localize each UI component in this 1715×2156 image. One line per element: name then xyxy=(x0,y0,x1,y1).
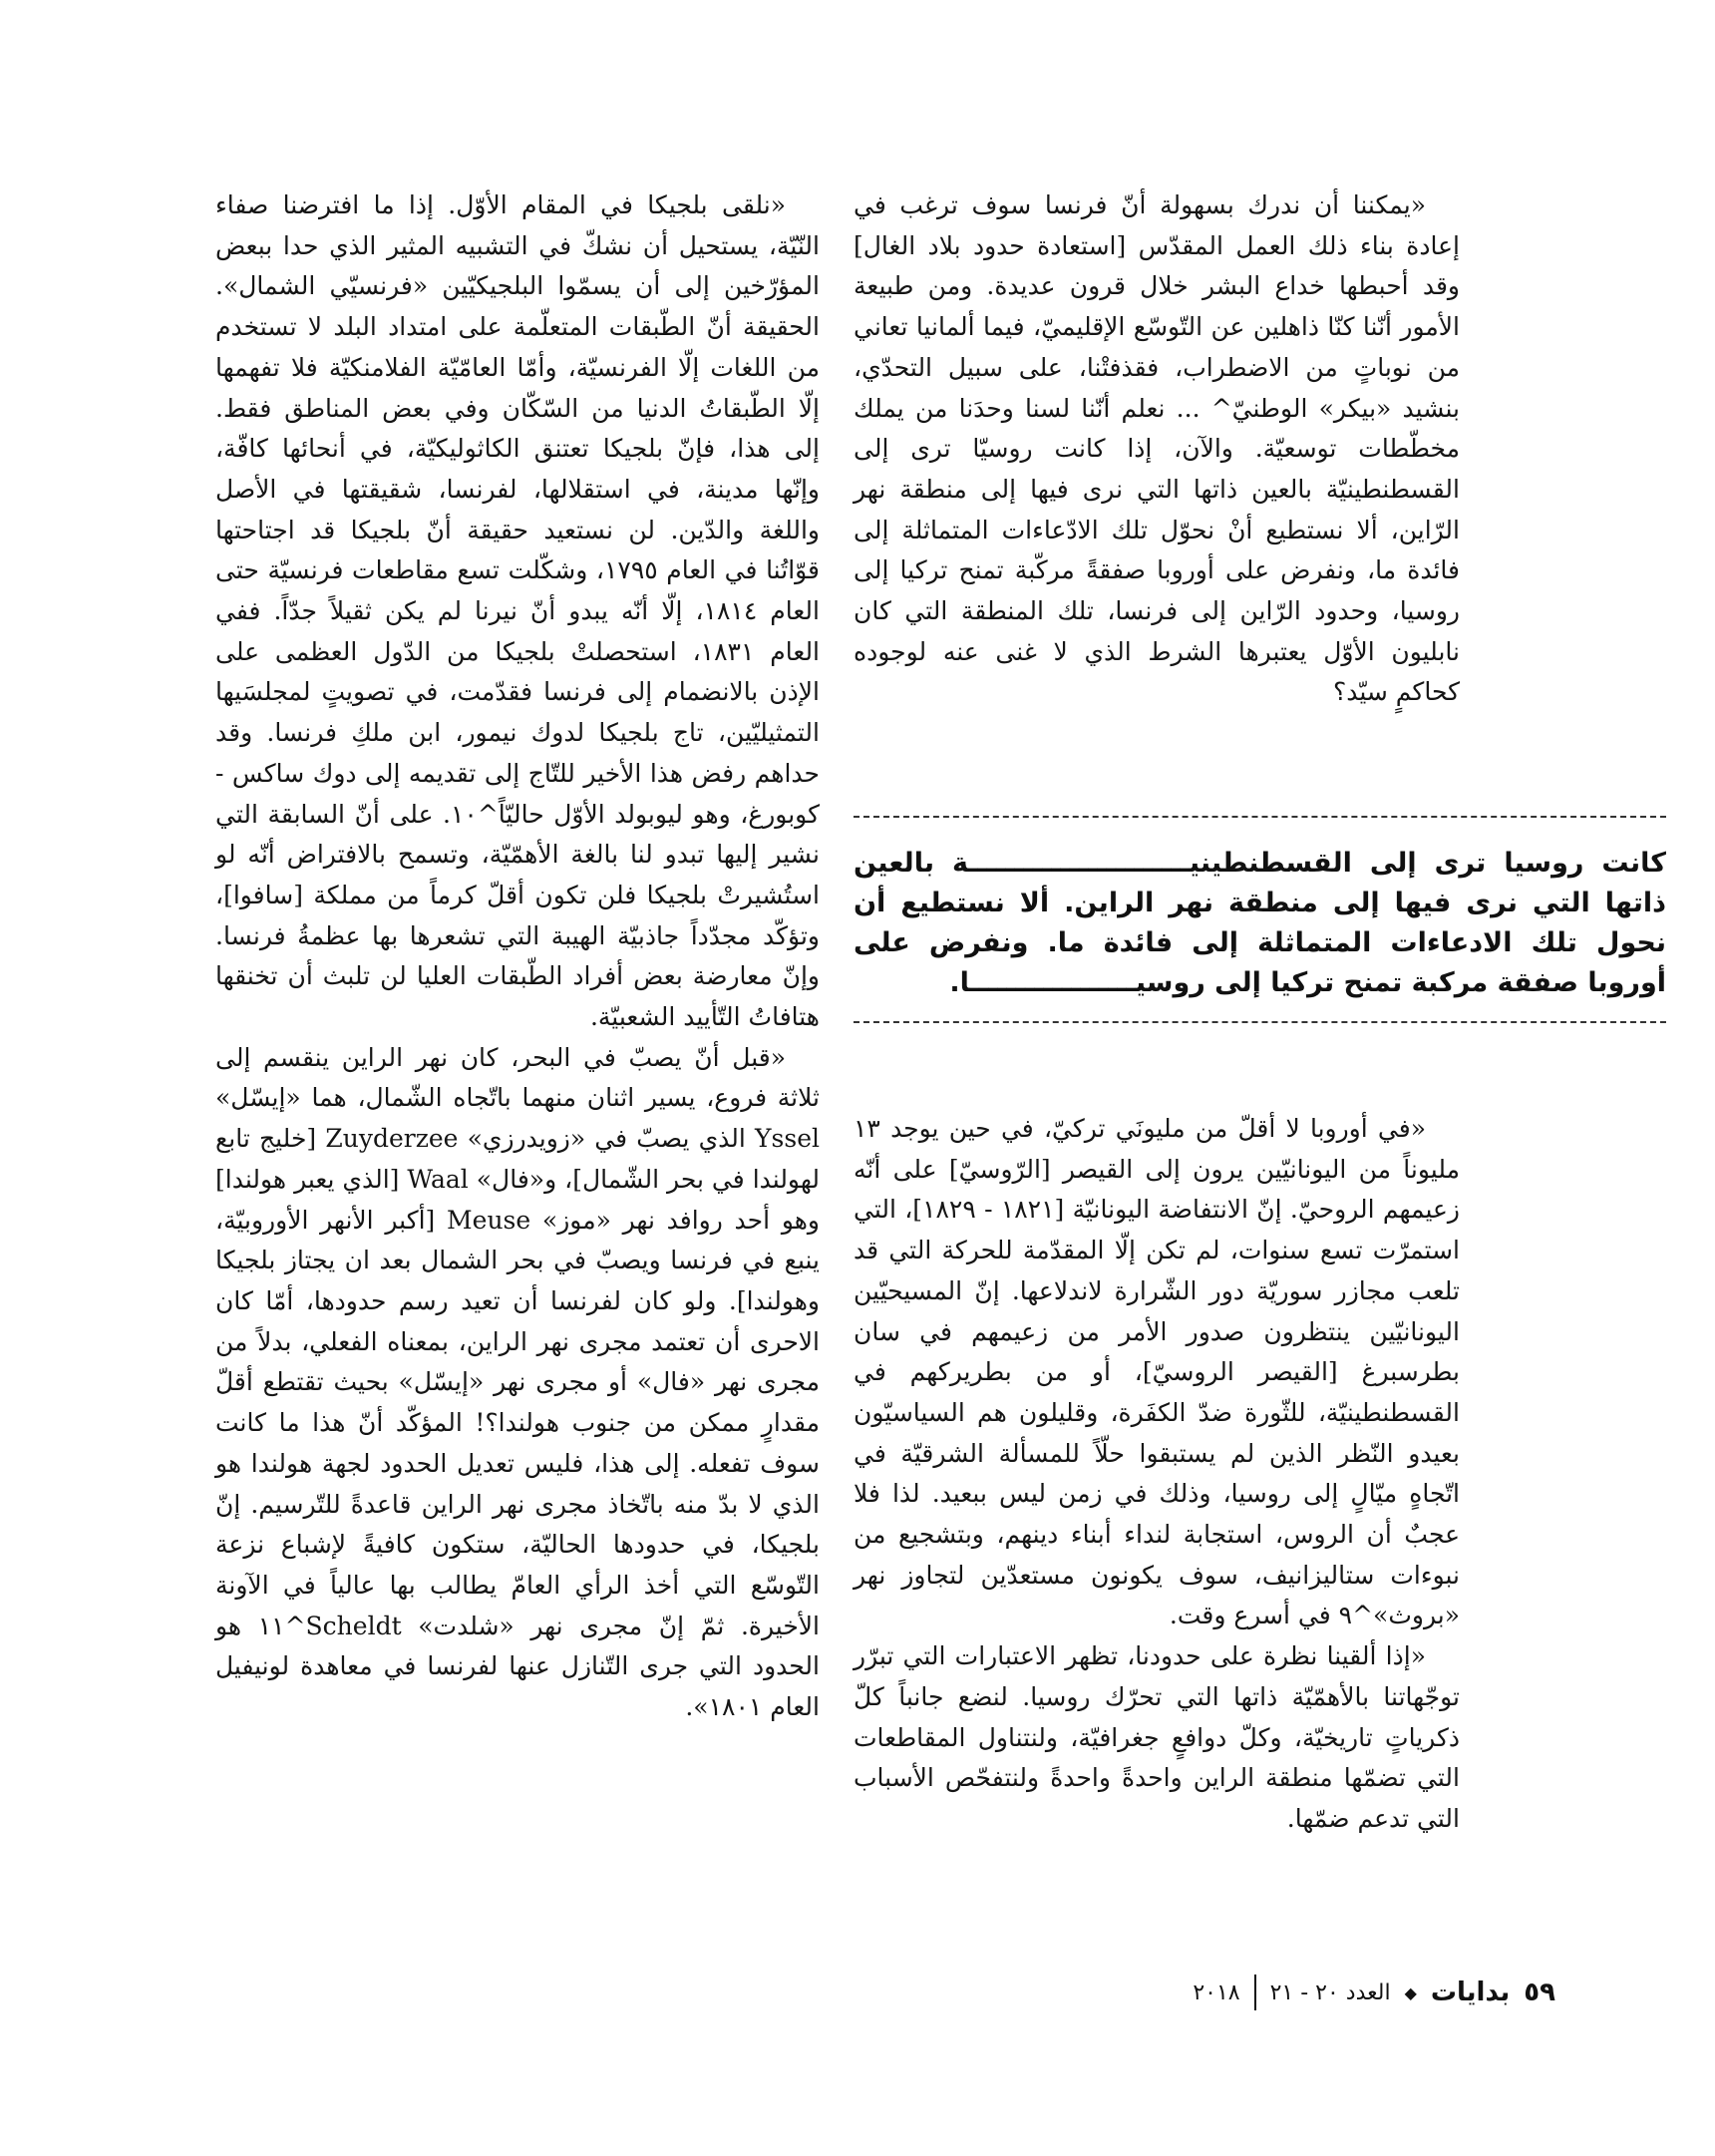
pull-quote-top-rule xyxy=(854,816,1666,818)
paragraph: «يمكننا أن ندرك بسهولة أنّ فرنسا سوف ترغب في إعادة بناء ذلك العمل المقدّس [استعادة حدود بلاد الغال] وقد أحبطها خداع البشر خلال قرون عديدة. ومن طبيعة الأمور أنّنا كنّا ذاهلين عن التّوسّع الإقليميّ، فيما ألمانيا تعاني من نوباتٍ من الاضطراب، فقذفتْنا، على سبيل التحدّي، بنشيد «بيكر» الوطنيّ^ ... نعلم أنّنا لسنا وحدَنا من يملك مخطّطات توسعيّة. والآن، إذا كانت روسيّا ترى إلى القسطنطينيّة بالعين ذاتها التي نرى فيها إلى منطقة نهر الرّاين، ألا نستطيع أنْ نحوّل تلك الادّعاءات المتماثلة إلى فائدة ما، ونفرض على أوروبا صفقةً مركّبة تمنح تركيا إلى روسيا، وحدود الرّاين إلى فرنسا، تلك المنطقة التي كان نابليون الأوّل يعتبرها الشرط الذي لا غنى عنه لوجوده كحاكمٍ سيّد؟ xyxy=(854,190,1460,707)
issue-year: ٢٠١٨ xyxy=(1193,1979,1240,2005)
paragraph: «إذا ألقينا نظرة على حدودنا، تظهر الاعتبارات التي تبرّر توجّهاتنا بالأهمّيّة ذاتها التي تحرّك روسيا. لنضع جانباً كلّ ذكرياتٍ تاريخيّة، وكلّ دوافعٍ جغرافيّة، ولنتناول المقاطعات التي تضمّها منطقة الراين واحدةً واحدةً ولنتفحّص الأسباب التي تدعم ضمّها. xyxy=(854,1641,1460,1833)
journal-name: بدايات xyxy=(1430,1977,1511,2007)
right-column-bottom xyxy=(854,1109,1460,1840)
pull-quote-bottom-rule xyxy=(854,1021,1666,1023)
pull-quote-text: كانت روسيا ترى إلى القسطنطينيــــــــــــــــــــــــة بالعين ذاتها التي نرى فيها إلى منطقة نهر الراين. ألا نستطيع أن نحول تلك الادعاءات المتماثلة إلى فائدة ما. ونفرض على أوروبا صفقة مركبة تمنح تركيا إلى روسيــــــــــــــــــا. xyxy=(854,848,1666,998)
issue-number: العدد ٢٠ - ٢١ xyxy=(1269,1979,1391,2005)
diamond-icon: ◆ xyxy=(1404,1982,1417,2002)
page-number: ٥٩ xyxy=(1524,1977,1555,2007)
left-column xyxy=(215,185,820,1728)
page-footer xyxy=(1097,1973,1555,2012)
pull-quote xyxy=(854,816,1666,1023)
footer-divider xyxy=(1254,1975,1256,2010)
paragraph: «في أوروبا لا أقلّ من مليونَي تركيّ، في حين يوجد ١٣ مليوناً من اليونانيّين يرون إلى القيصر [الرّوسيّ] على أنّه زعيمهم الروحيّ. إنّ الانتفاضة اليونانيّة [١٨٢١ - ١٨٢٩]، التي استمرّت تسع سنوات، لم تكن إلّا المقدّمة للحركة التي قد تلعب مجازر سوريّة دور الشّرارة لاندلاعها. إنّ المسيحيّين اليونانيّين ينتظرون صدور الأمر من زعيمهم في سان بطرسبرغ [القيصر الروسيّ]، أو من بطريركهم في القسطنطينيّة، للثّورة ضدّ الكفَرة، وقليلون هم السياسيّون بعيدو النّظر الذين لم يستبقوا حلّاً للمسألة الشرقيّة في اتّجاهٍ ميّالٍ إلى روسيا، وذلك في زمن ليس ببعيد. لذا فلا عجبٌ أن الروس، استجابة لنداء أبناء دينهم، وبتشجيع من نبوءات ستاليزانيف، سوف يكونون مستعدّين لتجاوز نهر «بروث»^٩ في أسرع وقت. xyxy=(854,1114,1460,1630)
right-column-top xyxy=(854,185,1460,713)
paragraph: «قبل أنّ يصبّ في البحر، كان نهر الراين ينقسم إلى ثلاثة فروع، يسير اثنان منهما باتّجاه الشّمال، هما «إيسّل» Yssel الذي يصبّ في «زويدرزي» Zuyderzee [خليج تابع لهولندا في بحر الشّمال]، و«فال» Waal [الذي يعبر هولندا] وهو أحد روافد نهر «موز» Meuse [أكبر الأنهر الأوروبيّة، ينبع في فرنسا ويصبّ في بحر الشمال بعد ان يجتاز بلجيكا وهولندا]. ولو كان لفرنسا أن تعيد رسم حدودها، أمّا كان الاحرى أن تعتمد مجرى نهر الراين، بمعناه الفعلي، بدلاً من مجرى نهر «فال» أو مجرى نهر «إيسّل» بحيث تقتطع أقلّ مقدارٍ ممكن من جنوب هولندا؟! المؤكّد أنّ هذا ما كانت سوف تفعله. إلى هذا، فليس تعديل الحدود لجهة هولندا هو الذي لا بدّ منه باتّخاذ مجرى نهر الراين قاعدةً للتّرسيم. إنّ بلجيكا، في حدودها الحاليّة، ستكون كافيةً لإشباع نزعة التّوسّع التي أخذ الرأي العامّ يطالب بها عالياً في الآونة الأخيرة. ثمّ إنّ مجرى نهر «شلدت» Scheldt^١١ هو الحدود التي جرى التّنازل عنها لفرنسا في معاهدة لونيفيل العام ١٨٠١». xyxy=(215,1042,820,1722)
paragraph: «نلقى بلجيكا في المقام الأوّل. إذا ما افترضنا صفاء النّيّة، يستحيل أن نشكّ في التشبيه المثير الذي حدا ببعض المؤرّخين إلى أن يسمّوا البلجيكيّين «فرنسيّي الشمال». الحقيقة أنّ الطّبقات المتعلّمة على امتداد البلد لا تستخدم من اللغات إلّا الفرنسيّة، وأمّا العامّيّة الفلامنكيّة فلا تفهمها إلّا الطّبقاتُ الدنيا من السّكّان وفي بعض المناطق فقط. إلى هذا، فإنّ بلجيكا تعتنق الكاثوليكيّة، في أنحائها كافّة، وإنّها مدينة، في استقلالها، لفرنسا، شقيقتها في الأصل واللغة والدّين. لن نستعيد حقيقة أنّ بلجيكا قد اجتاحتها قوّاتُنا في العام ١٧٩٥، وشكّلت تسع مقاطعات فرنسيّة حتى العام ١٨١٤، إلّا أنّه يبدو أنّ نيرنا لم يكن ثقيلاً جدّاً. ففي العام ١٨٣١، استحصلتْ بلجيكا من الدّول العظمى على الإذن بالانضمام إلى فرنسا فقدّمت، في تصويتٍ لمجلسَيها التمثيليّين، تاج بلجيكا لدوك نيمور، ابن ملكِ فرنسا. وقد حداهم رفض هذا الأخير للتّاج إلى تقديمه إلى دوك ساكس - كوبورغ، وهو ليوبولد الأوّل حاليّاً^١٠. على أنّ السابقة التي نشير إليها تبدو لنا بالغة الأهمّيّة، وتسمح بالافتراض أنّه لو استُشيرتْ بلجيكا فلن تكون أقلّ كرماً من مملكة [سافوا]، وتؤكّد مجدّداً جاذبيّة الهيبة التي تشعرها بها عظمةُ فرنسا. وإنّ معارضة بعض أفراد الطّبقات العليا لن تلبث أن تخنقها هتافاتُ التّأييد الشعبيّة. xyxy=(215,190,821,1032)
